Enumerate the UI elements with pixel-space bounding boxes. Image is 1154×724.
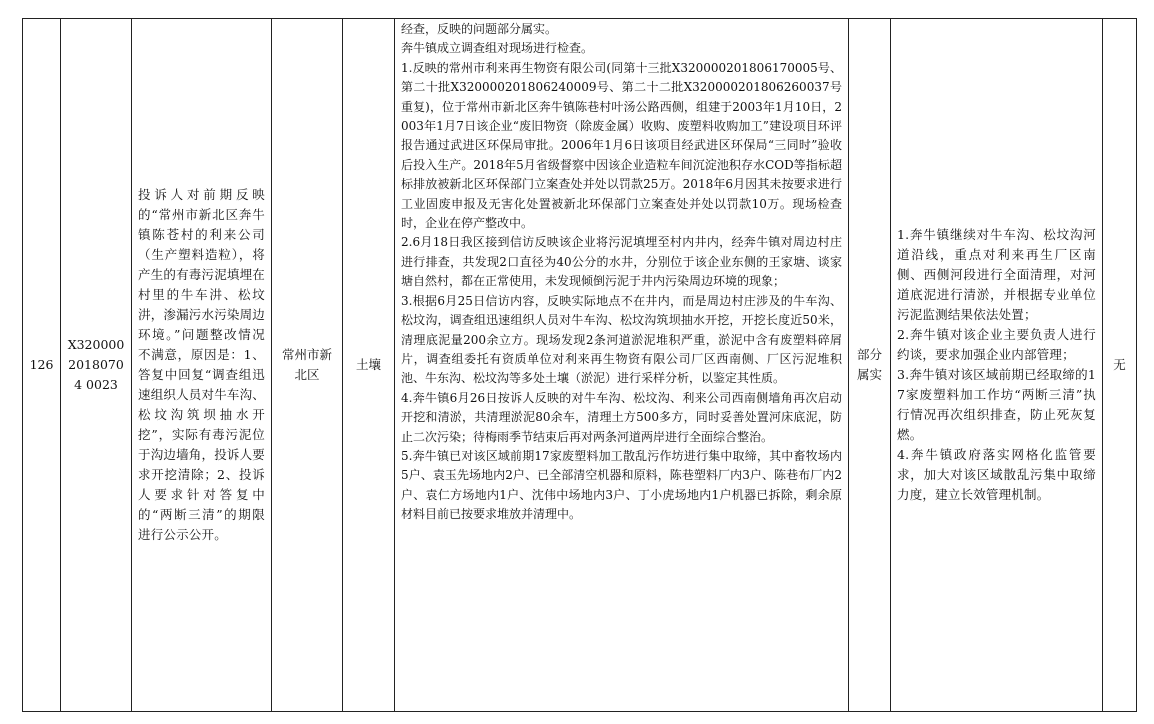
findings-cell <box>395 19 849 712</box>
complaint-text: 投诉人对前期反映的“常州市新北区奔牛镇陈苍村的利来公司（生产塑料造粒），将产生的有毒污泥填埋在村里的牛车汫、松坟汫，渗漏污水污染周边环境。”问题整改情况不满意，原因是：1、答复中回复“调查组迅速组织人员对牛车沟、松坟沟筑坝抽水开挖”，实际有毒污泥位于沟边墙角，投诉人要求开挖清除；2、投诉人要求针对答复中的“两断三清”的期限进行公示公开。 <box>138 187 266 542</box>
report-table <box>22 18 1137 712</box>
measure-item: 3.奔牛镇对该区域前期已经取缔的17家废塑料加工作坊“两断三清”执行情况再次组织排查，防止死灰复燃。 <box>897 367 1096 442</box>
measures-cell <box>891 19 1103 712</box>
measure-item: 1.奔牛镇继续对牛车沟、松坟沟河道沿线，重点对利来再生厂区南侧、西侧河段进行全面清理，对河道底泥进行清淤，并根据专业单位污泥监测结果依法处置； <box>897 227 1096 322</box>
complaint-cell <box>132 19 272 712</box>
case-number-cell: X32000020180704 0023 <box>61 19 132 712</box>
findings-paragraph: 5.奔牛镇已对该区域前期17家废塑料加工散乱污作坊进行集中取缔，其中畜牧场内5户、袁玉先场地内2户、已全部清空机器和原料，陈巷塑料厂内3户、陈巷布厂内2户、袁仁方场地内1户、沈伟中场地内3户、丁小虎场地内1户机器已拆除，剩余原材料目前已按要求堆放并清理中。 <box>401 448 842 522</box>
pollution-type-cell: 土壤 <box>343 19 395 712</box>
findings-paragraph: 2.6月18日我区接到信访反映该企业将污泥填埋至村内井内，经奔牛镇对周边村庄进行排查，共发现2口直径为40公分的水井，分别位于该企业东侧的王家塘、谈家塘自然村，都在正常使用，未发现倾倒污泥于井内污染周边环境的现象； <box>401 235 842 289</box>
measure-item: 2.奔牛镇对该企业主要负责人进行约谈，要求加强企业内部管理； <box>897 327 1096 362</box>
accountability-cell: 无 <box>1103 19 1137 712</box>
measure-item: 4.奔牛镇政府落实网格化监管要求，加大对该区域散乱污集中取缔力度，建立长效管理机制。 <box>897 447 1096 502</box>
seq-cell: 126 <box>23 19 61 712</box>
findings-paragraph: 3.根据6月25日信访内容，反映实际地点不在井内，而是周边村庄涉及的牛车沟、松坟沟，调查组迅速组织人员对牛车沟、松坟沟筑坝抽水开挖，开挖长度近50米，清理底泥量200余立方。现场发现2条河道淤泥堆积严重，淤泥中含有废塑料碎屑片，调查组委托有资质单位对利来再生物资有限公司厂区西南侧、厂区污泥堆积池、牛东沟、松坟沟等多处土壤（淤泥）进行采样分析，以鉴定其性质。 <box>401 293 842 386</box>
findings-paragraph: 经查，反映的问题部分属实。 <box>401 22 558 36</box>
findings-paragraph: 奔牛镇成立调查组对现场进行检查。 <box>401 41 594 56</box>
verdict-cell: 部分属实 <box>849 19 891 712</box>
district-cell: 常州市新北区 <box>272 19 343 712</box>
table-row <box>23 19 1137 712</box>
findings-paragraph: 1.反映的常州市利来再生物资有限公司(同第十三批X320000201806170005号、第二十批X320000201806240009号、第二十二批X320000201806260037号重复)，位于常州市新北区奔牛镇陈巷村叶汤公路西侧，组建于2003年1月10日，2003年1月7日该企业“废旧物资（除废金属）收购、废塑料收购加工”建设项目环评报告通过武进区环保局审批。2006年1月6日该项目经武进区环保局“三同时”验收后投入生产。2018年5月省级督察中因该企业造粒车间沉淀池积存水COD等指标超标排放被新北区环保部门立案查处并处以罚款25万。2018年6月因其未按要求进行工业固废申报及无害化处置被新北环保部门立案查处并处以罚款10万。现场检查时，企业在停产整改中。 <box>401 60 842 231</box>
findings-paragraph: 4.奔牛镇6月26日按诉人反映的对牛车沟、松坟沟、利来公司西南侧墙角再次启动开挖和清淤，共清理淤泥80余车，清理土方500多方，同时妥善处置河床底泥，防止二次污染；待梅雨季节结束后再对两条河道两岸进行全面综合整治。 <box>401 390 842 444</box>
